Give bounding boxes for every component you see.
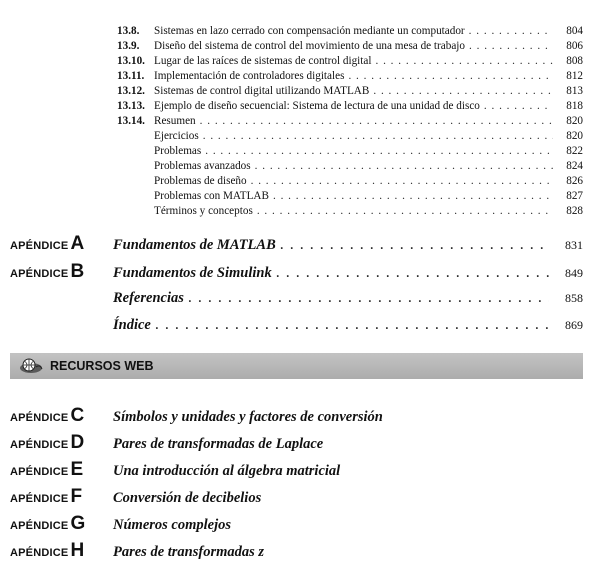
subentry-title: Ejercicios	[154, 130, 199, 142]
appendix-title: Números complejos	[113, 517, 232, 533]
index-title: Índice	[113, 317, 151, 333]
appendix-title: Una introducción al álgebra matricial	[113, 463, 341, 479]
subentry-title: Problemas	[154, 145, 202, 157]
appendix-tag	[10, 459, 113, 481]
page-number: 808	[566, 55, 583, 67]
section-title: Implementación de controladores digitales	[154, 70, 345, 82]
appendix-title: Pares de transformadas de Laplace	[113, 436, 324, 452]
web-resources-bar	[10, 353, 583, 379]
section-number: 13.11.	[117, 70, 145, 82]
page-number: 804	[566, 25, 583, 37]
appendix-tag	[10, 261, 113, 283]
appendix-letter: A	[70, 233, 85, 254]
toc-subentry[interactable]	[154, 205, 583, 217]
appendix-entry-c[interactable]	[10, 405, 583, 427]
appendix-letter: H	[70, 540, 85, 561]
page-number: 826	[566, 175, 583, 187]
appendix-label: APÉNDICE	[10, 547, 69, 559]
appendix-label: APÉNDICE	[10, 466, 69, 478]
toc-subentry[interactable]	[154, 130, 583, 142]
leader-dots	[155, 316, 549, 334]
leader-dots	[257, 205, 553, 217]
globe-mouse-icon	[18, 357, 44, 375]
section-title: Sistemas de control digital utilizando MATLAB	[154, 85, 370, 97]
index-entry[interactable]	[113, 316, 583, 334]
appendix-entry-b[interactable]	[10, 261, 583, 283]
appendix-label: APÉNDICE	[10, 439, 69, 451]
leader-dots	[469, 25, 553, 37]
appendix-entry-a[interactable]	[10, 233, 583, 255]
section-title: Lugar de las raíces de sistemas de control digital	[154, 55, 372, 67]
appendix-label: APÉNDICE	[10, 493, 69, 505]
section-title: Resumen	[154, 115, 196, 127]
appendix-title: Fundamentos de Simulink	[113, 265, 272, 281]
web-resources-label: RECURSOS WEB	[50, 359, 154, 373]
appendix-entry-h[interactable]	[10, 540, 583, 562]
page-number: 858	[565, 291, 583, 305]
references-entry[interactable]	[113, 289, 583, 307]
appendix-entry-d[interactable]	[10, 432, 583, 454]
page-number: 831	[565, 238, 583, 252]
page-number: 818	[566, 100, 583, 112]
page-number: 820	[566, 130, 583, 142]
toc-entry[interactable]	[117, 85, 583, 97]
leader-dots	[469, 40, 553, 52]
section-number: 13.9.	[117, 40, 140, 52]
leader-dots	[276, 264, 549, 282]
section-title: Ejemplo de diseño secuencial: Sistema de lectura de una unidad de disco	[154, 100, 480, 112]
toc-entry[interactable]	[117, 70, 583, 82]
appendix-entry-f[interactable]	[10, 486, 583, 508]
leader-dots	[205, 145, 553, 157]
toc-entry[interactable]	[117, 25, 583, 37]
section-title: Diseño del sistema de control del movimiento de una mesa de trabajo	[154, 40, 465, 52]
page-number: 828	[566, 205, 583, 217]
appendix-entry-g[interactable]	[10, 513, 583, 535]
subentry-title: Problemas avanzados	[154, 160, 251, 172]
toc-entry[interactable]	[117, 100, 583, 112]
toc-subentry[interactable]	[154, 190, 583, 202]
leader-dots	[273, 190, 553, 202]
appendix-letter: E	[70, 459, 84, 480]
page-number: 813	[566, 85, 583, 97]
appendix-title: Pares de transformadas z	[113, 544, 265, 560]
appendix-letter: G	[70, 513, 86, 534]
appendix-label: APÉNDICE	[10, 412, 69, 424]
toc-entry[interactable]	[117, 115, 583, 127]
leader-dots	[373, 85, 553, 97]
page-number: 869	[565, 318, 583, 332]
page-number: 822	[566, 145, 583, 157]
subentry-title: Términos y conceptos	[154, 205, 253, 217]
appendix-label: APÉNDICE	[10, 240, 69, 252]
leader-dots	[484, 100, 553, 112]
page-number: 827	[566, 190, 583, 202]
leader-dots	[251, 175, 553, 187]
appendix-tag	[10, 233, 113, 255]
appendix-tag	[10, 513, 113, 535]
appendix-entry-e[interactable]	[10, 459, 583, 481]
appendix-tag	[10, 486, 113, 508]
toc-subentry[interactable]	[154, 160, 583, 172]
leader-dots	[375, 55, 553, 67]
appendix-letter: D	[70, 432, 85, 453]
page-number: 849	[565, 266, 583, 280]
page-number: 812	[566, 70, 583, 82]
leader-dots	[280, 236, 549, 254]
leader-dots	[203, 130, 553, 142]
appendix-tag	[10, 405, 113, 427]
toc-entry[interactable]	[117, 55, 583, 67]
appendix-letter: C	[70, 405, 85, 426]
page-number: 806	[566, 40, 583, 52]
section-number: 13.13.	[117, 100, 145, 112]
section-title: Sistemas en lazo cerrado con compensación mediante un computador	[154, 25, 465, 37]
appendix-label: APÉNDICE	[10, 268, 69, 280]
section-number: 13.10.	[117, 55, 145, 67]
appendix-title: Fundamentos de MATLAB	[113, 237, 276, 253]
appendix-title: Conversión de decibelios	[113, 490, 262, 506]
appendix-tag	[10, 432, 113, 454]
appendix-title: Símbolos y unidades y factores de conversión	[113, 409, 383, 425]
appendix-label: APÉNDICE	[10, 520, 69, 532]
page-number: 820	[566, 115, 583, 127]
toc-subentry[interactable]	[154, 175, 583, 187]
toc-entry[interactable]	[117, 40, 583, 52]
appendix-letter: F	[70, 486, 83, 507]
subentry-title: Problemas de diseño	[154, 175, 247, 187]
leader-dots	[348, 70, 553, 82]
toc-subentry[interactable]	[154, 145, 583, 157]
references-title: Referencias	[113, 290, 184, 306]
section-number: 13.12.	[117, 85, 145, 97]
subentry-title: Problemas con MATLAB	[154, 190, 269, 202]
appendix-letter: B	[70, 261, 85, 282]
leader-dots	[255, 160, 553, 172]
leader-dots	[200, 115, 553, 127]
section-number: 13.8.	[117, 25, 140, 37]
appendix-tag	[10, 540, 113, 562]
leader-dots	[188, 289, 549, 307]
page-number: 824	[566, 160, 583, 172]
section-number: 13.14.	[117, 115, 145, 127]
